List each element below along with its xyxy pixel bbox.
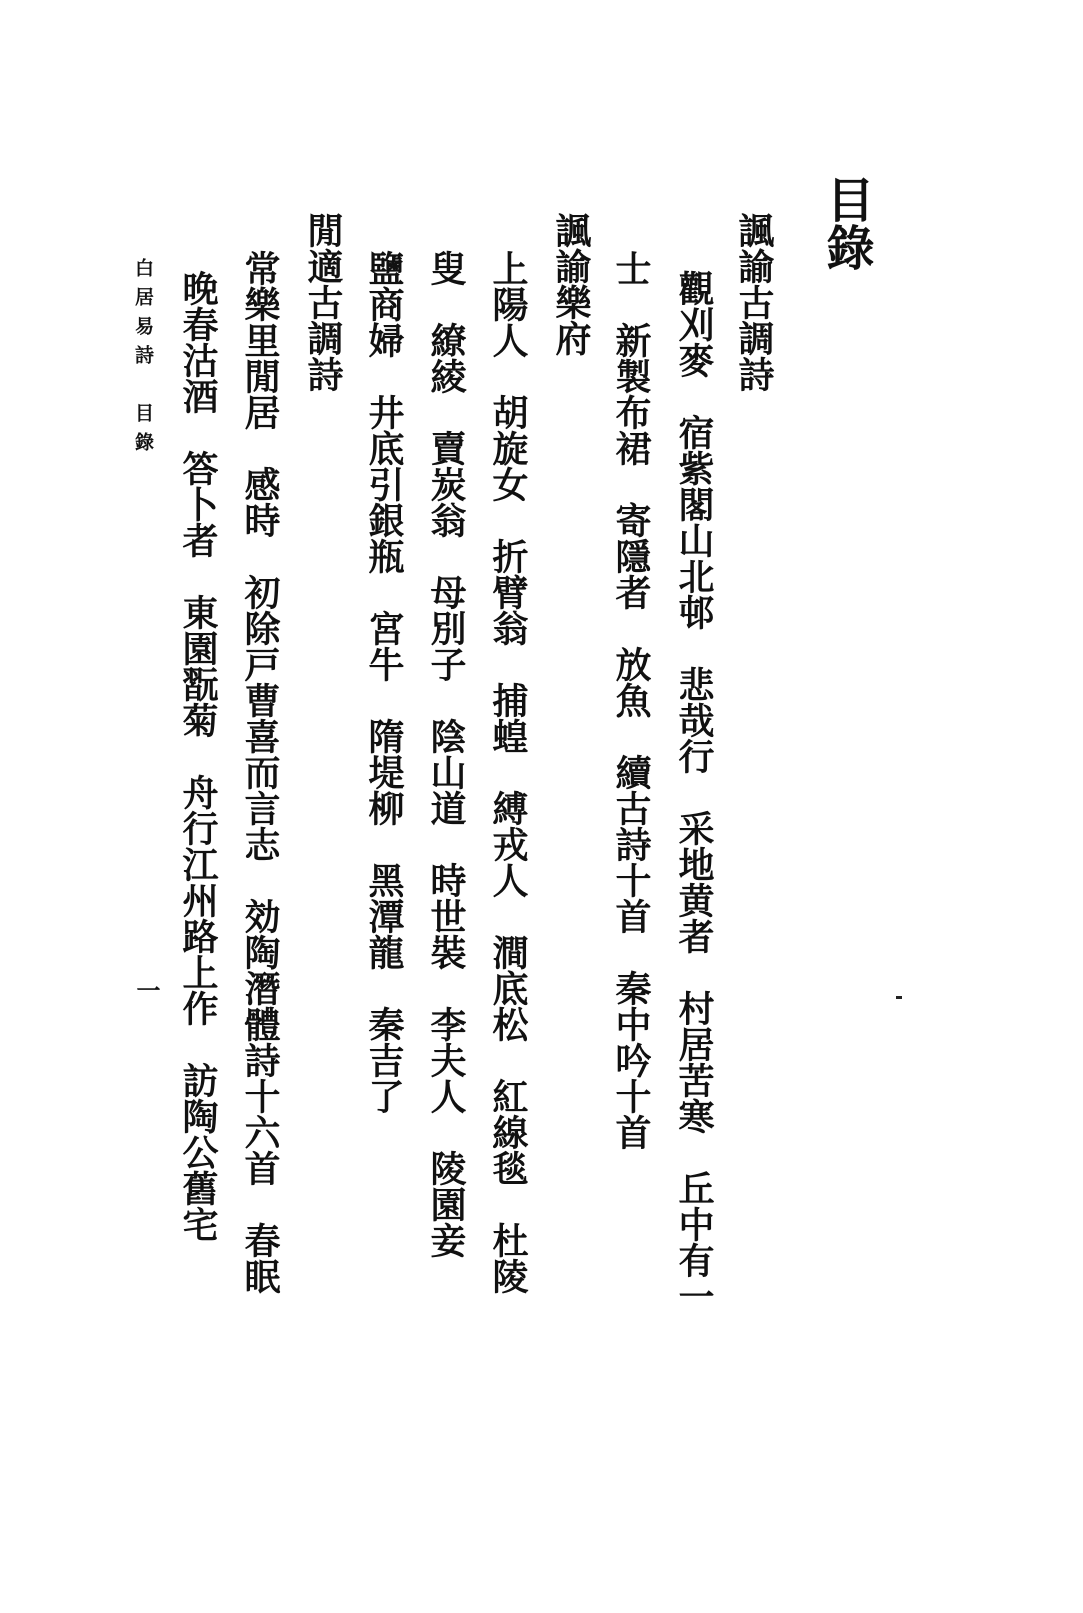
toc-column: 鹽商婦 井底引銀瓶 宮牛 隋堤柳 黑潭龍 秦吉了 xyxy=(363,250,405,1114)
running-head: 白居易詩 目錄 xyxy=(132,258,154,461)
section-heading-satirical-old-style: 諷諭古調詩 xyxy=(733,212,775,392)
toc-column: 晚春沽酒 答卜者 東園翫菊 舟行江州路上作 訪陶公舊宅 xyxy=(177,270,219,1242)
page-number: 一 xyxy=(132,978,161,1002)
section-heading-satirical-yuefu: 諷諭樂府 xyxy=(550,212,592,356)
toc-column: 常樂里閒居 感時 初除戸曹喜而言志 効陶潛體詩十六首 春眠 xyxy=(239,250,281,1294)
toc-column: 士 新製布裙 寄隱者 放魚 續古詩十首 秦中吟十首 xyxy=(610,250,652,1150)
toc-column: 叟 繚綾 賣炭翁 母別子 陰山道 時世裝 李夫人 陵園妾 xyxy=(425,250,467,1258)
page-title: 目錄 xyxy=(818,175,874,271)
section-heading-leisure-old-style: 閒適古調詩 xyxy=(302,212,344,392)
toc-column: 觀刈麥 宿紫閣山北邨 悲哉行 采地黄者 村居苦寒 丘中有一 xyxy=(673,270,715,1314)
toc-column: 上陽人 胡旋女 折臂翁 捕蝗 縛戎人 澗底松 紅線毯 杜陵 xyxy=(487,250,529,1294)
ink-speck xyxy=(896,996,902,999)
